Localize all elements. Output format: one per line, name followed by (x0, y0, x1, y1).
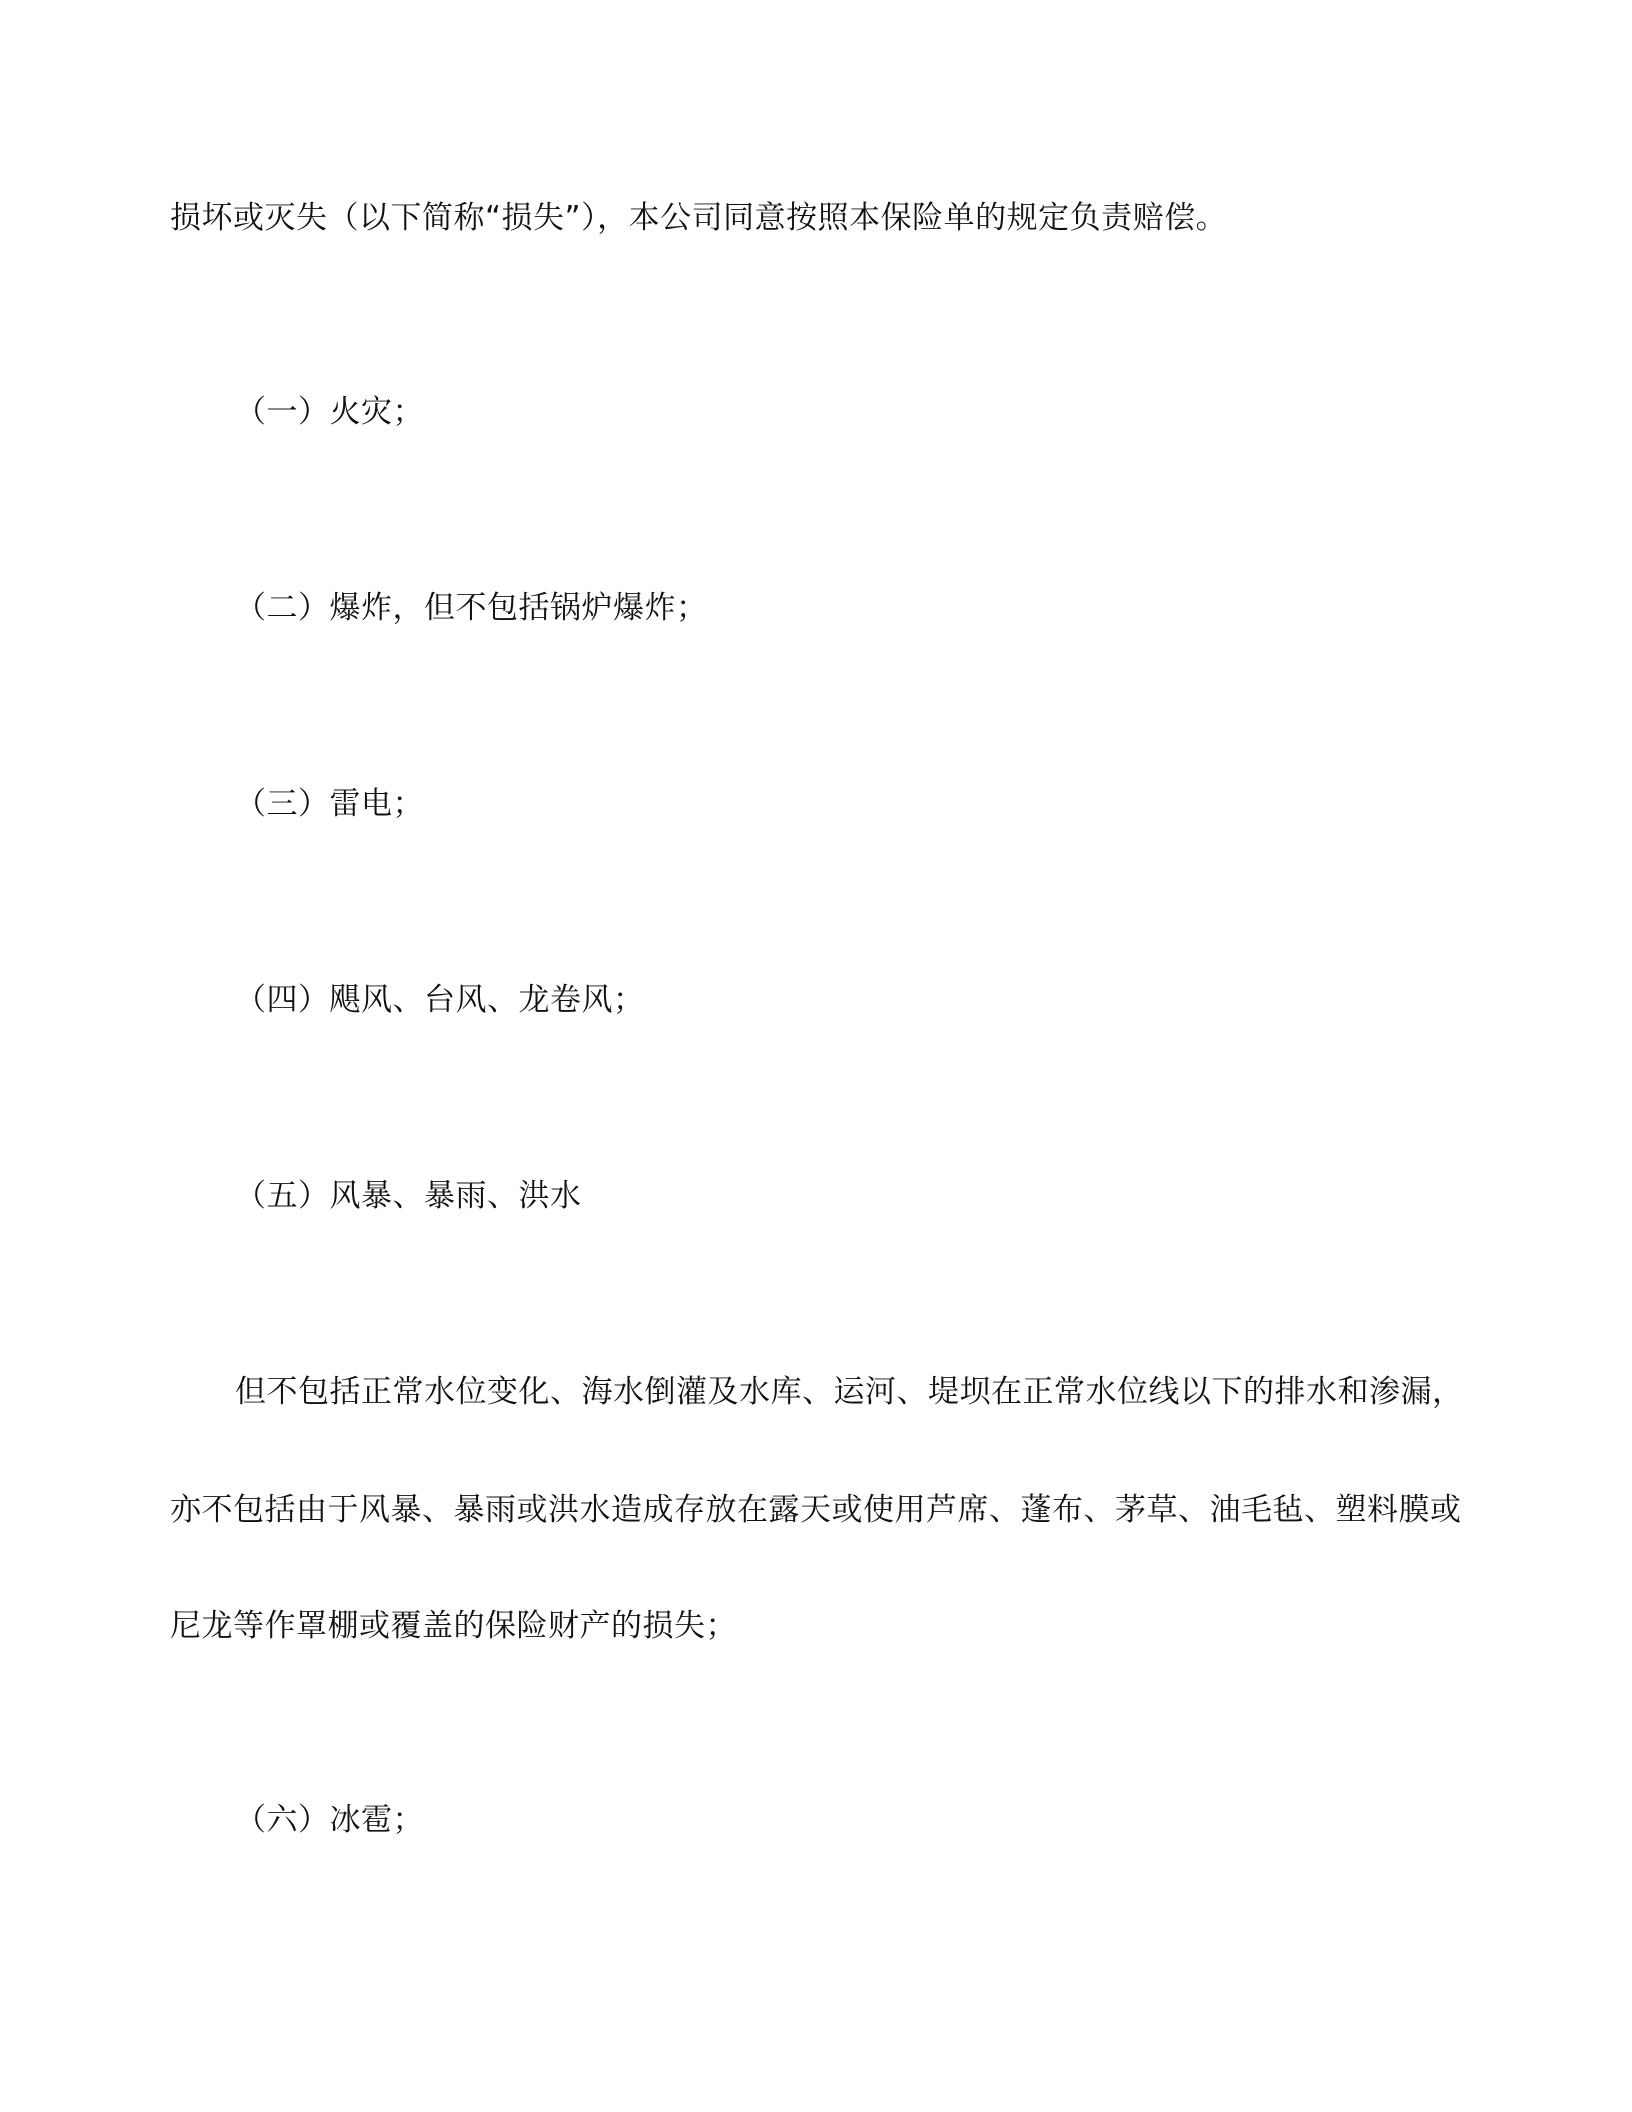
exclusion-line-2: 亦不包括由于风暴、暴雨或洪水造成存放在露天或使用芦席、蓬布、茅草、油毛毡、塑料膜或 (170, 1492, 1462, 1528)
coverage-item-hurricane: （四）飓风、台风、龙卷风； (235, 982, 645, 1018)
coverage-item-storm: （五）风暴、暴雨、洪水 (235, 1178, 582, 1214)
exclusion-line-1: 但不包括正常水位变化、海水倒灌及水库、运河、堤坝在正常水位线以下的排水和渗漏， (235, 1374, 1464, 1410)
coverage-item-explosion: （二）爆炸，但不包括锅炉爆炸； (235, 590, 708, 626)
intro-line: 损坏或灭失（以下简称“损失”），本公司同意按照本保险单的规定负责赔偿。 (170, 200, 1228, 236)
coverage-item-hail: （六）冰雹； (235, 1802, 424, 1838)
coverage-item-lightning: （三）雷电； (235, 786, 424, 822)
exclusion-line-3: 尼龙等作罩棚或覆盖的保险财产的损失； (170, 1608, 737, 1644)
coverage-item-fire: （一）火灾； (235, 394, 424, 430)
